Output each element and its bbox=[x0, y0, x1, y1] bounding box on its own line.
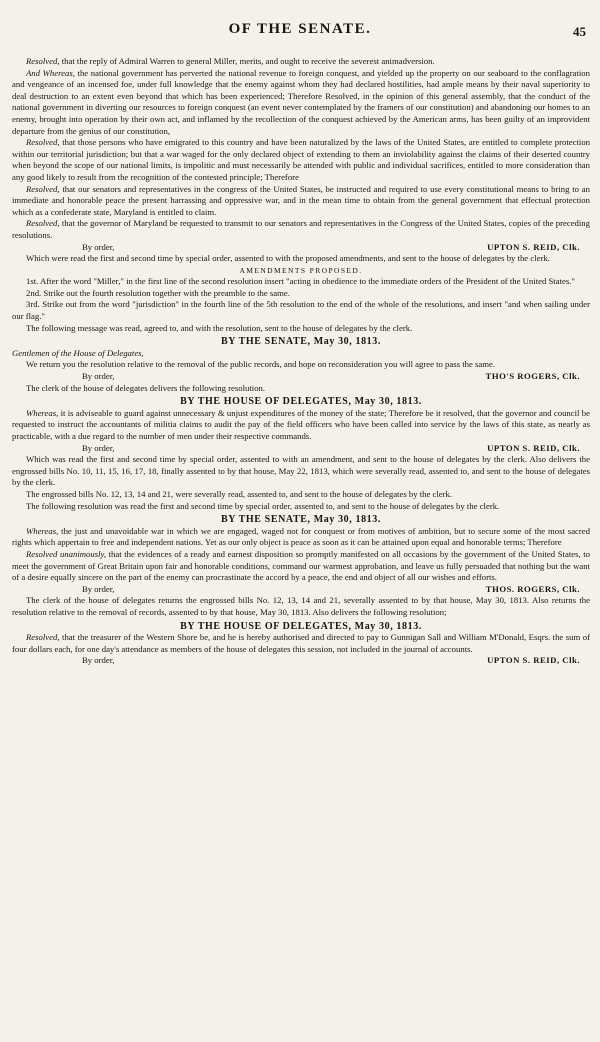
resolution-text: that those persons who have emigrated to this country and have been naturalized by the laws of the United States, are entitled to complete protection within our territorial jurisdiction; but that a war waged for the only declared object of extending to them an inviolability against the claims of their deserted country when beyond the scope of our national limits, is impolitic and must necessarily be attended with public and individual sacrifices, entitled to more consideration than any good likely to result from the recognition of the contested principle; Therefore bbox=[12, 137, 591, 182]
resolution-paragraph bbox=[12, 137, 590, 183]
resolution-lead: Resolved unanimously, bbox=[26, 548, 107, 559]
clerk-note: The clerk of the house of delegates delivers the following resolution. bbox=[26, 382, 266, 393]
clerk-note: The engrossed bills No. 12, 13, 14 and 21, were severally read, assented to, and sent to the house of delegates by the clerk. bbox=[26, 488, 453, 499]
resolution-paragraph bbox=[12, 549, 590, 584]
page-body bbox=[12, 56, 590, 667]
section-heading: BY THE HOUSE OF DELEGATES, May 30, 1813. bbox=[180, 396, 422, 408]
resolution-paragraph bbox=[12, 68, 590, 138]
clerk-note: Which were read the first and second time by special order, assented to with the proposed amendments, and sent to the house of delegates by the clerk. bbox=[26, 253, 550, 264]
signature-line bbox=[12, 655, 590, 667]
by-order: By order, bbox=[82, 371, 115, 382]
clerk-name: THOS. ROGERS, Clk. bbox=[485, 583, 580, 594]
resolution-text: it is adviseable to guard against unnecessary & unjust expenditures of the money of the state; Therefore be it resolved, that the governor and council be requested to instruct the accountants of militia claims to audit the pay of the field officers who have been called into service by the laws of this state, as nearly as practicable, with a due regard to the number of men under their respective commands. bbox=[12, 407, 590, 441]
resolution-text: that the governor of Maryland be requested to transmit to our senators and representatives in the Congress of the United States, copies of the preceding resolutions. bbox=[12, 218, 590, 240]
resolution-text: that the reply of Admiral Warren to general Miller, merits, and ought to receive the severest animadversion. bbox=[61, 56, 435, 66]
clerk-note: The following message was read, agreed to, and with the resolution, sent to the house of delegates by the clerk. bbox=[26, 322, 413, 333]
resolution-text: that the evidences of a ready and earnest disposition so promptly manifested on all occasions by the government of the United States, to meet the government of Great Britain upon fair and honorable conditions, command our warmest approbation, and leave us fully persuaded that nothing but the want of a desire equally sincere on the part of the enemy can procrastinate the accord by a peace, the end and object of all our wishes and efforts. bbox=[12, 548, 590, 583]
resolution-paragraph bbox=[12, 218, 590, 241]
amendment-item: 1st. After the word "Miller," in the first line of the second resolution insert "acting in obedience to the immediate orders of the President of the United States." bbox=[26, 276, 575, 287]
resolution-lead: Resolved, bbox=[26, 218, 60, 229]
signature-line bbox=[12, 242, 590, 254]
resolution-lead: Resolved, bbox=[26, 137, 60, 148]
section-heading: BY THE HOUSE OF DELEGATES, May 30, 1813. bbox=[180, 620, 422, 632]
amendment-item: 3rd. Strike out from the word "jurisdiction" in the fourth line of the 5th resolution to the end of the whole of the resolutions, and insert "and when sailing under our flag." bbox=[12, 299, 590, 322]
amendment-item: 2nd. Strike out the fourth resolution together with the preamble to the same. bbox=[26, 287, 290, 298]
clerk-name: UPTON S. REID, Clk. bbox=[487, 655, 580, 666]
message-text: We return you the resolution relative to the removal of the public records, and hope on reconsideration you will agree to pass the same. bbox=[26, 359, 496, 370]
resolution-text: that our senators and representatives in the congress of the United States, be instructed and required to use every constitutional means to bring to an immediate and honorable peace the present harrassing and oppressive war, and in the mean time to obtain from the general government that effectual protection which as a confederate state, Maryland is entitled to claim. bbox=[12, 183, 590, 217]
by-order: By order, bbox=[82, 241, 115, 252]
resolution-paragraph bbox=[12, 632, 590, 655]
salutation: Gentlemen of the House of Delegates, bbox=[12, 347, 144, 358]
clerk-name: THO'S ROGERS, Clk. bbox=[485, 371, 580, 382]
clerk-name: UPTON S. REID, Clk. bbox=[487, 442, 580, 453]
amendments-title: AMENDMENTS PROPOSED. bbox=[239, 265, 363, 275]
by-order: By order, bbox=[82, 655, 115, 666]
resolution-paragraph bbox=[12, 56, 590, 68]
page-number: 45 bbox=[573, 24, 586, 39]
resolution-text: the national government has perverted the national revenue to foreign conquest, and yielded up the property on our seaboard to the conflagration and vengeance of an incensed foe, under full knowledge that the enemy against whom they had declared hostilities, had ample means by their naval superiority to deal destruction to an extent even beyond that which has been experienced; Therefore Resolved, in the opinion of this general assembly, that the conduct of the national government in diverting our resources to foreign conquest (an event never contemplated by the framers of our constitution) and abandoning our homes to an enemy, brought into operation by their own act, and inflamed by the recollection of the conquest achieved by the American arms, has been guilty of an improvident departure from the genius of our constitution, bbox=[12, 67, 590, 136]
resolution-paragraph bbox=[12, 408, 590, 443]
signature-line bbox=[12, 371, 590, 383]
resolution-lead: And Whereas, bbox=[26, 67, 75, 78]
by-order: By order, bbox=[82, 442, 115, 453]
section-heading: BY THE SENATE, May 30, 1813. bbox=[221, 336, 381, 348]
resolution-paragraph bbox=[12, 526, 590, 549]
clerk-name: UPTON S. REID, Clk. bbox=[487, 241, 580, 252]
by-order: By order, bbox=[82, 583, 115, 594]
signature-line bbox=[12, 443, 590, 455]
section-heading: BY THE SENATE, May 30, 1813. bbox=[221, 514, 381, 526]
signature-line bbox=[12, 584, 590, 596]
clerk-note: The following resolution was read the first and second time by special order, assented to, and sent to the house of delegates by the clerk. bbox=[26, 500, 500, 511]
resolution-lead: Resolved, bbox=[26, 183, 60, 194]
resolution-lead: Whereas, bbox=[26, 407, 59, 418]
resolution-text: that the treasurer of the Western Shore be, and he is hereby authorised and directed to pay to Gunnigan Sall and William M'Donald, Esqrs. the sum of four dollars each, for one day's attendance as members of the house of delegates this session, not included in the journal of accounts. bbox=[12, 632, 591, 654]
clerk-note: The clerk of the house of delegates returns the engrossed bills No. 12, 13, 14 and 21, severally assented to by that house, May 30, 1813. Also returns the resolution relative to the removal of records, assented to by that house, May 30, 1813. Also delivers the following resolution; bbox=[12, 595, 590, 617]
resolution-paragraph bbox=[12, 184, 590, 219]
resolution-lead: Resolved, bbox=[26, 632, 60, 643]
resolution-lead: Resolved, bbox=[26, 56, 60, 66]
resolution-lead: Whereas, bbox=[26, 525, 59, 536]
clerk-note: Which was read the first and second time by special order, assented to with an amendment, and sent to the house of delegates by the clerk. Also delivers the engrossed bills No. 10, 11, 15, 16, 17, 18, finally assented to by that house, May 22, 1813, which were severally read, assented to, and sent to the house of delegates by the clerk. bbox=[12, 454, 590, 488]
running-head: OF THE SENATE. bbox=[228, 21, 372, 37]
resolution-text: the just and unavoidable war in which we are engaged, waged not for conquest or from motives of ambition, but to secure some of the most sacred rights which appertain to free and independent nations. Yet as our only object is peace as soon as it can be attained upon equal and honorable terms; Therefore bbox=[12, 525, 590, 548]
